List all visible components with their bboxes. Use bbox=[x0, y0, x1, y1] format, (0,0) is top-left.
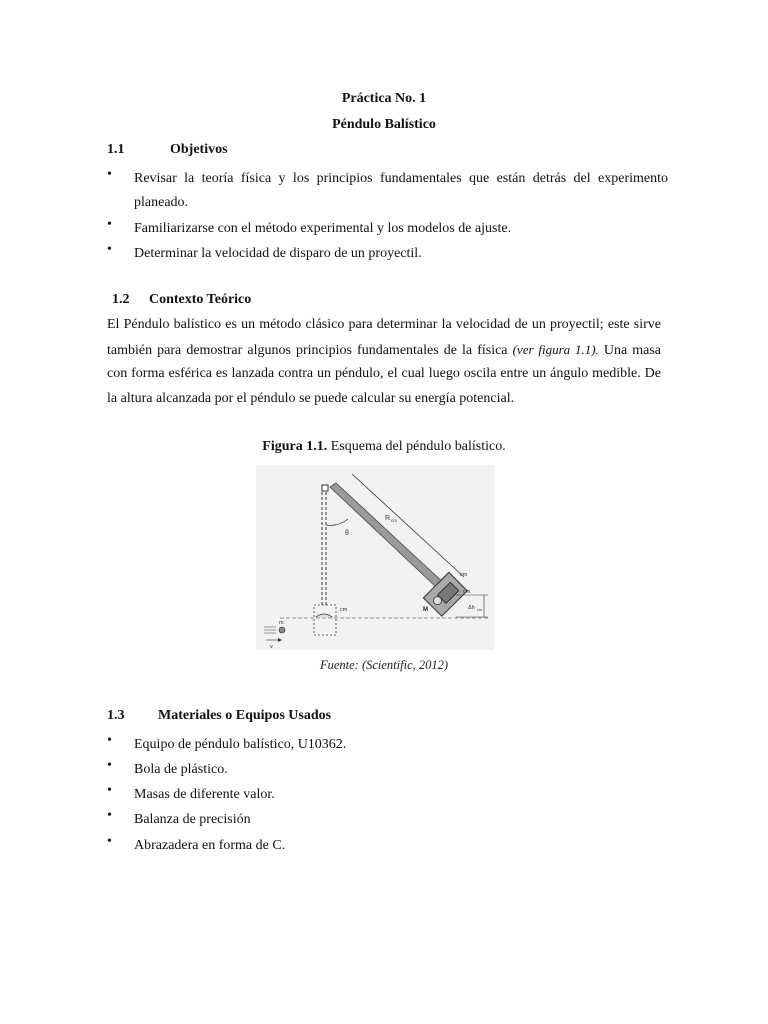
list-item-text: Abrazadera en forma de C. bbox=[134, 838, 286, 853]
section-title: Objetivos bbox=[170, 142, 228, 157]
list-item-text: Equipo de péndulo balístico, U10362. bbox=[134, 737, 347, 752]
delta-h-label: Δh bbox=[468, 605, 475, 611]
pivot-point bbox=[322, 485, 328, 491]
bullet-icon: • bbox=[107, 834, 112, 849]
cm-label: cm bbox=[463, 589, 471, 595]
list-item-text: Balanza de precisión bbox=[134, 812, 251, 827]
list-item-text: Familiarizarse con el método experimental y los modelos de ajuste. bbox=[134, 221, 512, 236]
list-item-text: Bola de plástico. bbox=[134, 762, 228, 777]
list-item-text: planeado. bbox=[134, 195, 189, 210]
section-number: 1.1 bbox=[107, 142, 125, 157]
radius-label: R bbox=[385, 515, 391, 522]
list-item-text: Masas de diferente valor. bbox=[134, 787, 275, 802]
paragraph-text: Una masa bbox=[598, 343, 662, 358]
figure-caption-text: Esquema del péndulo balístico. bbox=[327, 439, 506, 454]
section-number: 1.2 bbox=[112, 292, 130, 307]
section-title: Materiales o Equipos Usados bbox=[158, 708, 332, 723]
document-title: Práctica No. 1 bbox=[341, 91, 427, 106]
bullet-icon: • bbox=[107, 808, 112, 823]
figure-source: Fuente: (Scientific, 2012) bbox=[319, 658, 449, 672]
bullet-icon: • bbox=[107, 242, 112, 257]
delta-h-subscript: cm bbox=[477, 608, 483, 612]
cm-label: cm bbox=[340, 607, 348, 613]
document-subtitle: Péndulo Balístico bbox=[332, 117, 436, 132]
paragraph-text: también para demostrar algunos principios fundamentales de la física bbox=[107, 343, 513, 358]
section-title: Contexto Teórico bbox=[149, 292, 252, 307]
pendulum-figure bbox=[256, 465, 494, 650]
pendulum-diagram bbox=[256, 465, 494, 650]
projectile-ball bbox=[279, 627, 285, 633]
paragraph-line bbox=[107, 338, 661, 364]
bullet-icon: • bbox=[107, 733, 112, 748]
list-item-text: Revisar la teoría física y los principios fundamentales que están detrás del experimento bbox=[134, 171, 668, 186]
list-item-text: Determinar la velocidad de disparo de un proyectil. bbox=[134, 246, 422, 261]
radius-subscript: cm bbox=[391, 518, 397, 523]
figure-caption bbox=[0, 439, 768, 455]
paragraph-line: la altura alcanzada por el péndulo se puede calcular su energía potencial. bbox=[107, 391, 515, 406]
paragraph-line: con forma esférica es lanzada contra un péndulo, el cual luego oscila entre un ángulo medible. De bbox=[107, 366, 661, 381]
section-number: 1.3 bbox=[107, 708, 125, 723]
bullet-icon: • bbox=[107, 217, 112, 232]
velocity-label: v bbox=[270, 644, 273, 650]
bullet-icon: • bbox=[107, 167, 112, 182]
paragraph-line: El Péndulo balístico es un método clásico para determinar la velocidad de un proyectil; este sirve bbox=[107, 317, 661, 332]
figure-reference-link: (ver figura 1.1). bbox=[512, 342, 599, 357]
figure-background bbox=[256, 465, 494, 650]
mass-m-label: m bbox=[279, 620, 284, 626]
bullet-icon: • bbox=[107, 783, 112, 798]
mass-M-label: M bbox=[423, 607, 428, 613]
cm-label: cm bbox=[460, 572, 468, 578]
bullet-icon: • bbox=[107, 758, 112, 773]
theta-label: θ bbox=[345, 530, 349, 537]
figure-caption-label: Figura 1.1. bbox=[262, 439, 328, 454]
